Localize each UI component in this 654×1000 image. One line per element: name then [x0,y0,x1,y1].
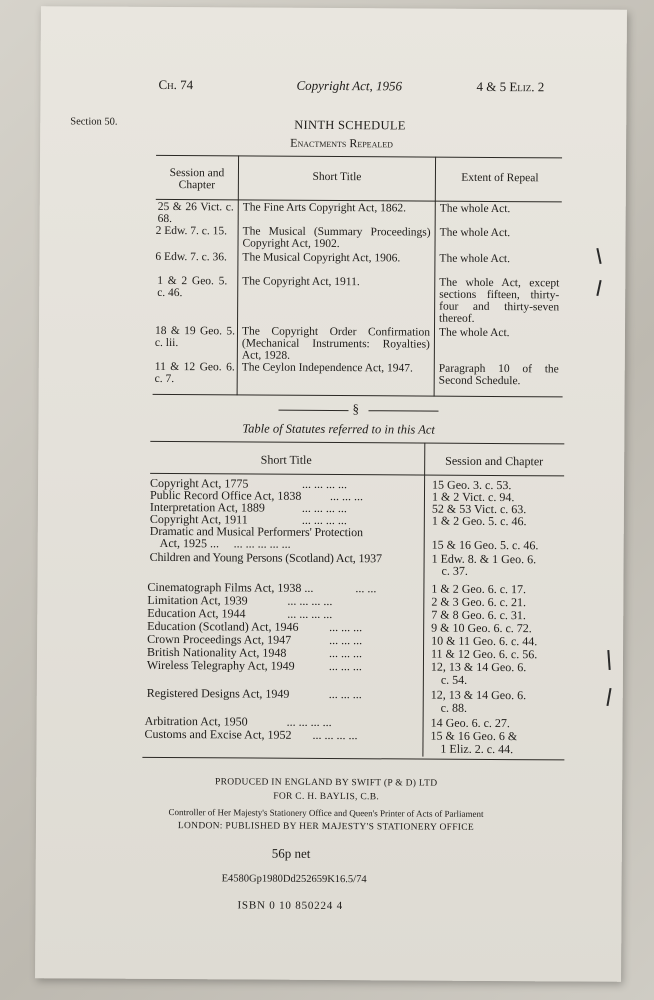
isbn: ISBN 0 10 850224 4 [237,899,343,913]
statute-title: British Nationality Act, 1948 [146,644,287,660]
table-top-rule [156,155,562,159]
table-bottom-rule [153,394,563,398]
column-header-extent: Extent of Repeal [461,171,539,185]
section-ornament: § [352,401,360,417]
statute-chapter: 11 & 12 Geo. 6. c. 56. [430,646,538,662]
statute-title: Public Record Office Act, 1838 [149,487,302,503]
statute-chapter: 1 Edw. 8. & 1 Geo. 6. [431,551,537,567]
repeal-extent: The whole Act. [439,202,511,216]
leader-dots: ... ... ... [329,619,363,635]
repeal-session: 1 & 2 Geo. 5. c. 46. [157,274,228,300]
statute-title: Arbitration Act, 1950 [144,713,248,729]
leader-dots: ... ... ... ... ... [233,536,291,551]
repeal-session: 18 & 19 Geo. 5. c. lii. [154,324,236,350]
statute-chapter: 14 Geo. 6. c. 27. [430,715,510,731]
statute-chapter: 2 & 3 Geo. 6. c. 21. [431,594,527,610]
statute-title: Children and Young Persons (Scotland) Act, 1937 [149,549,382,566]
statute-chapter-continued: c. 88. [440,700,468,715]
statute-chapter: 15 & 16 Geo. 6 & [430,728,518,744]
column-header-title: Short Title [312,170,362,184]
price: 56p net [271,845,311,861]
statute-title-continued: Act, 1925 ... [159,535,220,551]
column-divider [422,443,425,757]
statute-title: Crown Proceedings Act, 1947 [147,631,292,647]
imprint-for: FOR C. H. BAYLIS, C.B. [273,791,380,803]
statute-chapter-continued: c. 54. [440,672,468,687]
statute-title: Cinematograph Films Act, 1938 ... [147,579,314,595]
repeal-title: The Musical Copyright Act, 1906. [242,251,401,265]
repeal-title: The Copyright Act, 1911. [242,275,360,289]
statute-title: Education Act, 1944 [147,605,246,621]
leader-dots: ... ... ... [328,686,362,702]
leader-dots: ... ... ... ... [301,500,347,516]
leader-dots: ... ... ... ... [287,593,333,609]
table-bottom-rule [142,757,564,761]
leader-dots: ... ... ... [329,632,363,648]
document-page [35,6,627,982]
chapter-number: Ch. 74 [158,76,194,93]
statute-chapter: 10 & 11 Geo. 6. c. 44. [431,633,538,649]
repeal-extent: Paragraph 10 of the Second Schedule. [438,362,559,388]
separator-left [279,410,349,411]
table-top-rule [150,441,564,445]
repeal-session: 6 Edw. 7. c. 36. [155,250,227,264]
statute-chapter-continued: 1 Eliz. 2. c. 44. [440,741,514,757]
statute-chapter: 1 & 2 Vict. c. 94. [431,489,515,505]
statute-chapter: 1 & 2 Geo. 5. c. 46. [431,513,527,529]
imprint-publisher: LONDON: PUBLISHED BY HER MAJESTY'S STATIONERY OFFICE [177,821,475,833]
statute-chapter: 15 Geo. 3. c. 53. [432,477,512,493]
repeal-extent: The whole Act. [439,252,511,266]
repeal-extent: The whole Act. [438,326,510,340]
statute-chapter: 1 & 2 Geo. 6. c. 17. [431,581,527,597]
leader-dots: ... ... ... [328,658,362,674]
leader-dots: ... ... ... ... [287,606,333,622]
statute-chapter: 12, 13 & 14 Geo. 6. [430,659,527,675]
column-divider [434,157,436,397]
statute-chapter: 7 & 8 Geo. 6. c. 31. [431,607,526,623]
repeal-title: The Musical (Summary Proceedings) Copyright Act, 1902. [242,225,431,251]
statute-title: Copyright Act, 1911 [149,511,248,527]
imprint-printer: PRODUCED IN ENGLAND BY SWIFT (P & D) LTD [214,777,438,789]
column-header-session: Session and Chapter [169,167,225,192]
repeal-session: 2 Edw. 7. c. 15. [155,224,228,238]
column-header-title: Short Title [260,452,312,467]
column-divider [237,155,239,395]
repeal-session: 25 & 26 Vict. c. 68. [157,200,234,226]
repeal-session: 11 & 12 Geo. 6. c. 7. [154,360,235,386]
column-header-chapter: Session and Chapter [445,453,544,469]
leader-dots: ... ... ... ... [302,476,348,492]
act-title: Copyright Act, 1956 [296,77,403,94]
regnal-year: 4 & 5 Eliz. 2 [476,78,545,95]
leader-dots: ... ... ... ... [286,714,332,730]
statute-chapter: 15 & 16 Geo. 5. c. 46. [431,537,539,553]
leader-dots: ... ... [355,581,377,596]
schedule-title: NINTH SCHEDULE [294,117,406,133]
statute-title: Wireless Telegraphy Act, 1949 [146,657,295,673]
statute-chapter-continued: c. 37. [441,563,468,578]
statutes-title: Table of Statutes referred to in this Act [242,421,435,437]
imprint-controller: Controller of Her Majesty's Stationery Office and Queen's Printer of Acts of Parliament [168,807,484,819]
repeal-extent: The whole Act. [439,226,511,240]
statute-title: Education (Scotland) Act, 1946 [147,618,299,634]
statute-title: Dramatic and Musical Performers' Protection [149,523,363,540]
leader-dots: ... ... ... [329,488,364,504]
statute-title: Interpretation Act, 1889 [149,499,265,515]
statute-chapter: 9 & 10 Geo. 6. c. 72. [431,620,532,636]
repeal-title: The Copyright Order Confirmation (Mechanical Instruments: Royalties) Act, 1928. [241,325,431,362]
statute-chapter: 52 & 53 Vict. c. 63. [431,501,527,517]
statute-chapter: 12, 13 & 14 Geo. 6. [430,687,527,703]
statute-title: Copyright Act, 1775 [150,475,249,491]
repeal-extent: The whole Act, except sections fifteen, thirty-four and thirty-seven thereof. [439,276,560,325]
repeal-title: The Ceylon Independence Act, 1947. [241,361,413,375]
separator-right [369,410,439,411]
statute-title: Registered Designs Act, 1949 [146,685,290,701]
margin-note: Section 50. [70,116,118,128]
schedule-subtitle: Enactments Repealed [290,135,393,151]
repeal-title: The Fine Arts Copyright Act, 1862. [242,201,407,215]
print-code: E4580Gp1980Dd252659K16.5/74 [221,873,367,886]
statute-title: Customs and Excise Act, 1952 [144,726,292,742]
statute-title: Limitation Act, 1939 [147,592,248,608]
leader-dots: ... ... ... ... [301,512,347,528]
leader-dots: ... ... ... ... [312,727,358,743]
leader-dots: ... ... ... [328,645,363,661]
